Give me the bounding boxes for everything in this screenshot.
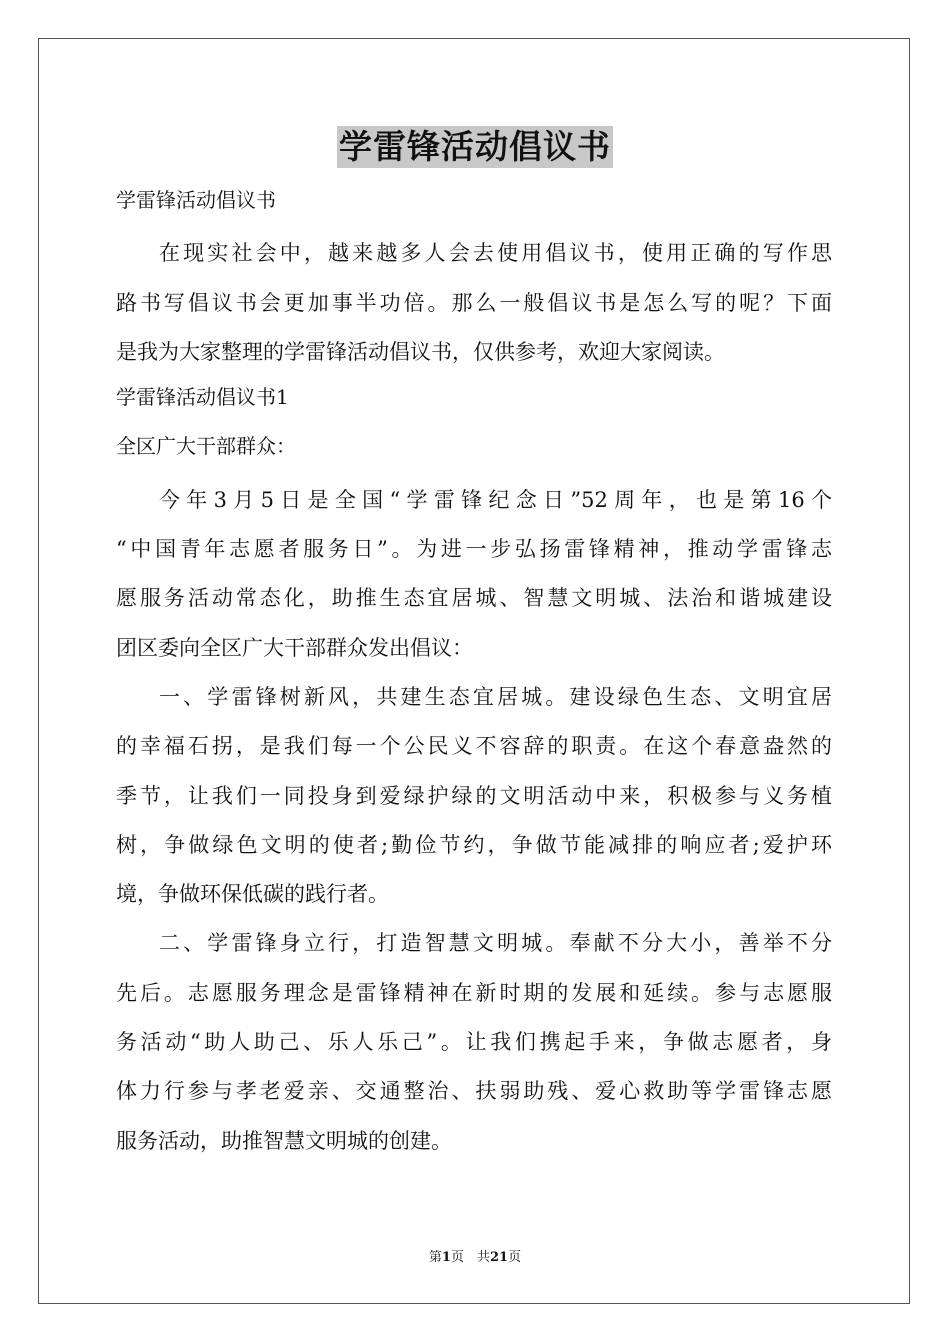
para3-line: 体力行参与孝老爱亲、交通整治、扶弱助残、爱心救助等学雷锋志愿 xyxy=(116,1079,832,1104)
footer-mid: 页 共 xyxy=(450,1250,490,1265)
page-footer xyxy=(0,1246,950,1265)
para1-line: 愿服务活动常态化，助推生态宜居城、智慧文明城、法治和谐城建设 xyxy=(116,586,832,611)
footer-page-number: 1 xyxy=(441,1250,451,1265)
para3-line: 务活动“助人助己、乐人乐己”。让我们携起手来，争做志愿者，身 xyxy=(116,1030,832,1055)
footer-prefix: 第 xyxy=(428,1250,442,1265)
para2-line: 树，争做绿色文明的使者;勤俭节约，争做节能减排的响应者;爱护环 xyxy=(116,832,832,857)
intro-line: 在现实社会中，越来越多人会去使用倡议书，使用正确的写作思 xyxy=(159,241,832,266)
para1-line: “中国青年志愿者服务日”。为进一步弘扬雷锋精神，推动学雷锋志 xyxy=(116,537,832,562)
title-container xyxy=(0,126,950,168)
para2-line: 季节，让我们一同投身到爱绿护绿的文明活动中来，积极参与义务植 xyxy=(116,783,832,808)
para2-line: 的幸福石拐，是我们每一个公民义不容辞的职责。在这个春意盎然的 xyxy=(116,734,832,759)
para3-line: 先后。志愿服务理念是雷锋精神在新时期的发展和延续。参与志愿服 xyxy=(116,980,832,1005)
para3-line: 二、学雷锋身立行，打造智慧文明城。奉献不分大小，善举不分 xyxy=(159,931,832,956)
para1-line: 团区委向全区广大干部群众发出倡议： xyxy=(116,635,473,660)
footer-suffix: 页 xyxy=(508,1250,522,1265)
intro-line: 是我为大家整理的学雷锋活动倡议书，仅供参考，欢迎大家阅读。 xyxy=(116,339,725,364)
para2-line: 一、学雷锋树新风，共建生态宜居城。建设绿色生态、文明宜居 xyxy=(159,684,832,709)
para3-line: 服务活动，助推智慧文明城的创建。 xyxy=(116,1128,452,1153)
salutation: 全区广大干部群众： xyxy=(116,434,296,459)
intro-line: 路书写倡议书会更加事半功倍。那么一般倡议书是怎么写的呢？下面 xyxy=(116,290,832,315)
document-title: 学雷锋活动倡议书 xyxy=(339,127,611,166)
document-subtitle: 学雷锋活动倡议书 xyxy=(116,188,276,212)
document-body xyxy=(116,180,832,1166)
footer-page-total: 21 xyxy=(489,1250,509,1265)
para1-line: 今年3月5日是全国“学雷锋纪念日”52周年，也是第16个 xyxy=(159,487,832,512)
para2-line: 境，争做环保低碳的践行者。 xyxy=(116,882,389,907)
section-heading: 学雷锋活动倡议书1 xyxy=(116,385,289,410)
